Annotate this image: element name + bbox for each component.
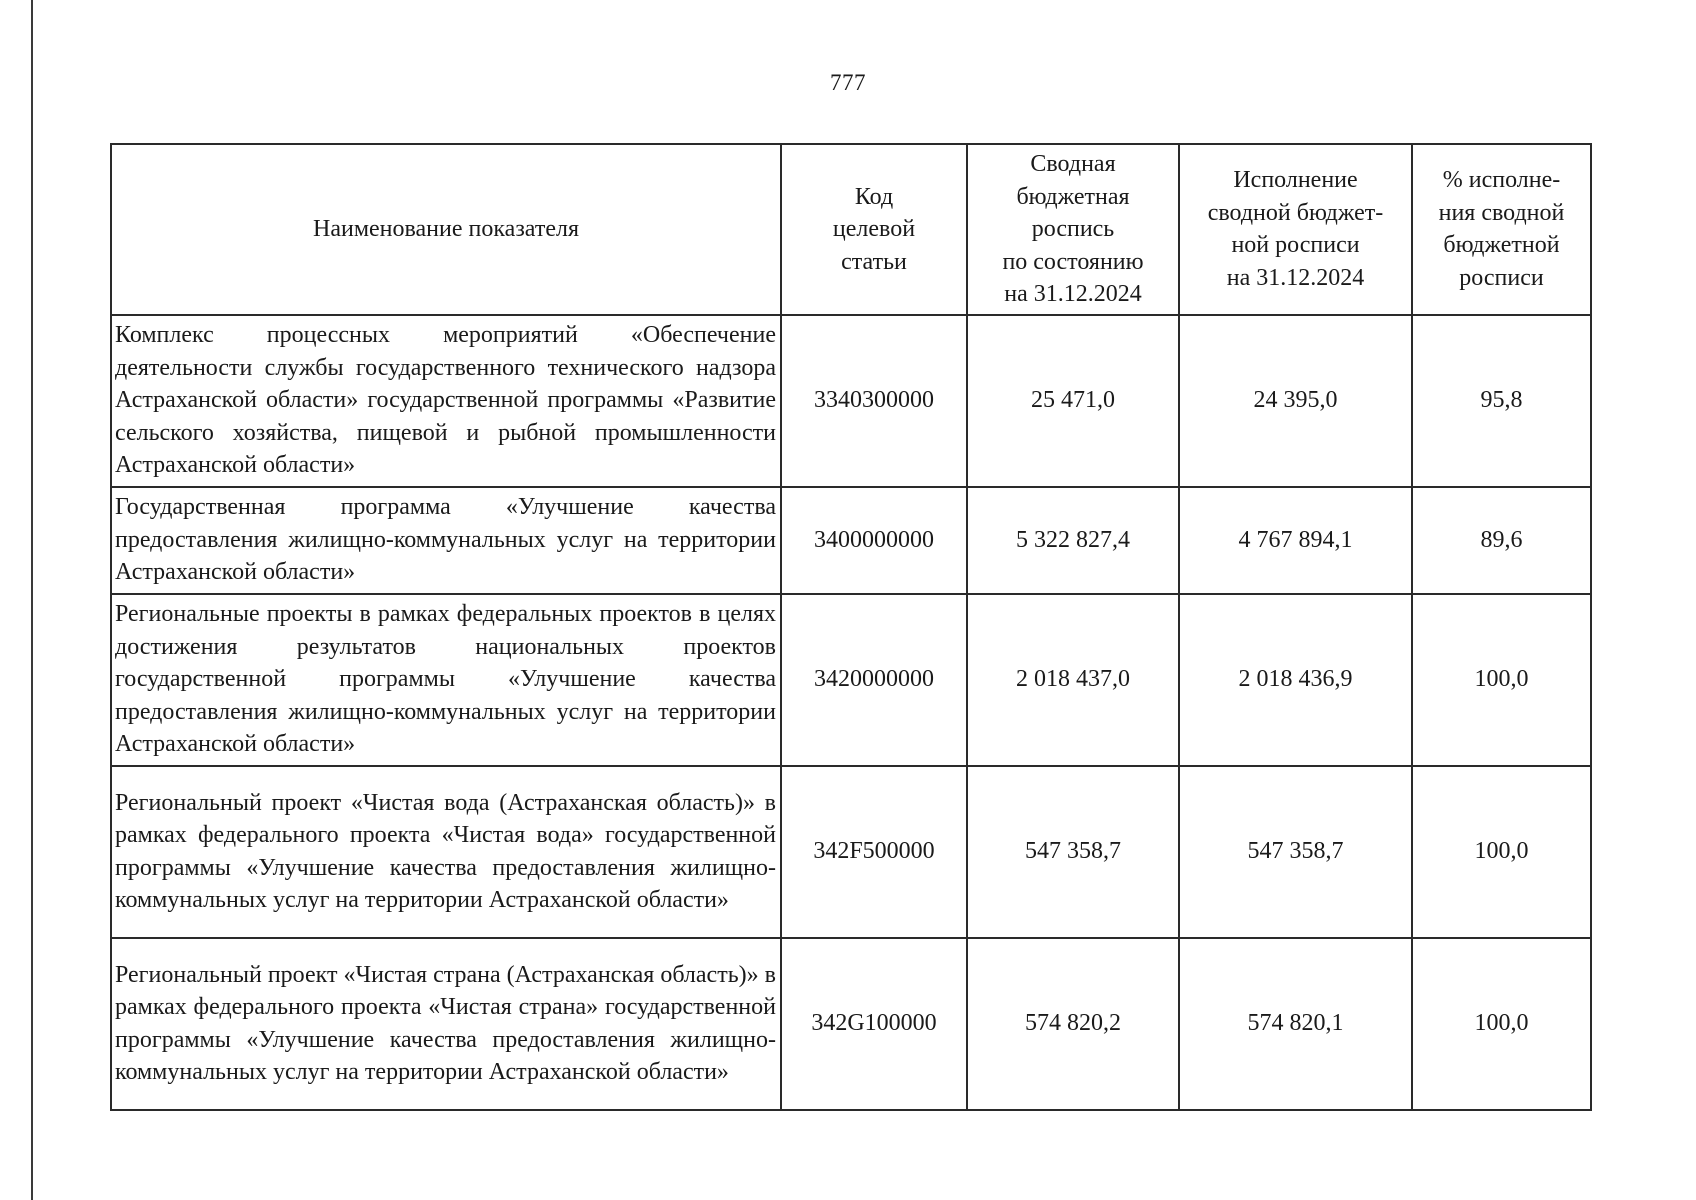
header-budget-executed: Исполнение сводной бюджет- ной росписи на 31.12.2024 — [1179, 144, 1412, 315]
page-number: 777 — [830, 70, 866, 95]
indicator-name-cell: Региональные проекты в рамках федеральных проектов в целях достижения результатов национальных проектов государственной программы «Улучшение качества предоставления жилищно-коммунальных услуг на территории Астраханской области» — [111, 594, 781, 766]
budget-plan-cell: 574 820,2 — [967, 938, 1179, 1110]
header-budget-plan: Сводная бюджетная роспись по состоянию на 31.12.2024 — [967, 144, 1179, 315]
budget-plan-cell: 25 471,0 — [967, 315, 1179, 487]
execution-percent-cell: 100,0 — [1412, 594, 1591, 766]
header-execution-percent: % исполне- ния сводной бюджетной росписи — [1412, 144, 1591, 315]
indicator-name-cell: Региональный проект «Чистая вода (Астраханская область)» в рамках федерального проекта «Чистая вода» государственной программы «Улучшение качества предоставления жилищно-коммунальных услуг на территории Астраханской области» — [111, 766, 781, 938]
indicator-name-cell: Государственная программа «Улучшение качества предоставления жилищно-коммунальных услуг на территории Астраханской области» — [111, 487, 781, 594]
budget-executed-cell: 4 767 894,1 — [1179, 487, 1412, 594]
target-code-cell: 342G100000 — [781, 938, 967, 1110]
execution-percent-cell: 100,0 — [1412, 766, 1591, 938]
indicator-name-cell: Комплекс процессных мероприятий «Обеспечение деятельности службы государственного технического надзора Астраханской области» государственной программы «Развитие сельского хозяйства, пищевой и рыбной промышленности Астраханской области» — [111, 315, 781, 487]
execution-percent-cell: 95,8 — [1412, 315, 1591, 487]
target-code-cell: 3420000000 — [781, 594, 967, 766]
table-row — [111, 766, 1591, 938]
budget-executed-cell: 24 395,0 — [1179, 315, 1412, 487]
margin-line — [31, 0, 33, 1200]
execution-percent-cell: 89,6 — [1412, 487, 1591, 594]
budget-plan-cell: 547 358,7 — [967, 766, 1179, 938]
budget-executed-cell: 574 820,1 — [1179, 938, 1412, 1110]
header-target-code: Код целевой статьи — [781, 144, 967, 315]
budget-plan-cell: 2 018 437,0 — [967, 594, 1179, 766]
target-code-cell: 3340300000 — [781, 315, 967, 487]
budget-executed-cell: 547 358,7 — [1179, 766, 1412, 938]
table-row — [111, 938, 1591, 1110]
table-row — [111, 594, 1591, 766]
target-code-cell: 3400000000 — [781, 487, 967, 594]
execution-percent-cell: 100,0 — [1412, 938, 1591, 1110]
budget-execution-table — [110, 143, 1592, 1111]
table-row — [111, 315, 1591, 487]
table-header-row — [111, 144, 1591, 315]
target-code-cell: 342F500000 — [781, 766, 967, 938]
budget-executed-cell: 2 018 436,9 — [1179, 594, 1412, 766]
indicator-name-cell: Региональный проект «Чистая страна (Астраханская область)» в рамках федерального проекта «Чистая страна» государственной программы «Улучшение качества предоставления жилищно-коммунальных услуг на территории Астраханской области» — [111, 938, 781, 1110]
budget-plan-cell: 5 322 827,4 — [967, 487, 1179, 594]
table-row — [111, 487, 1591, 594]
header-indicator-name: Наименование показателя — [111, 144, 781, 315]
